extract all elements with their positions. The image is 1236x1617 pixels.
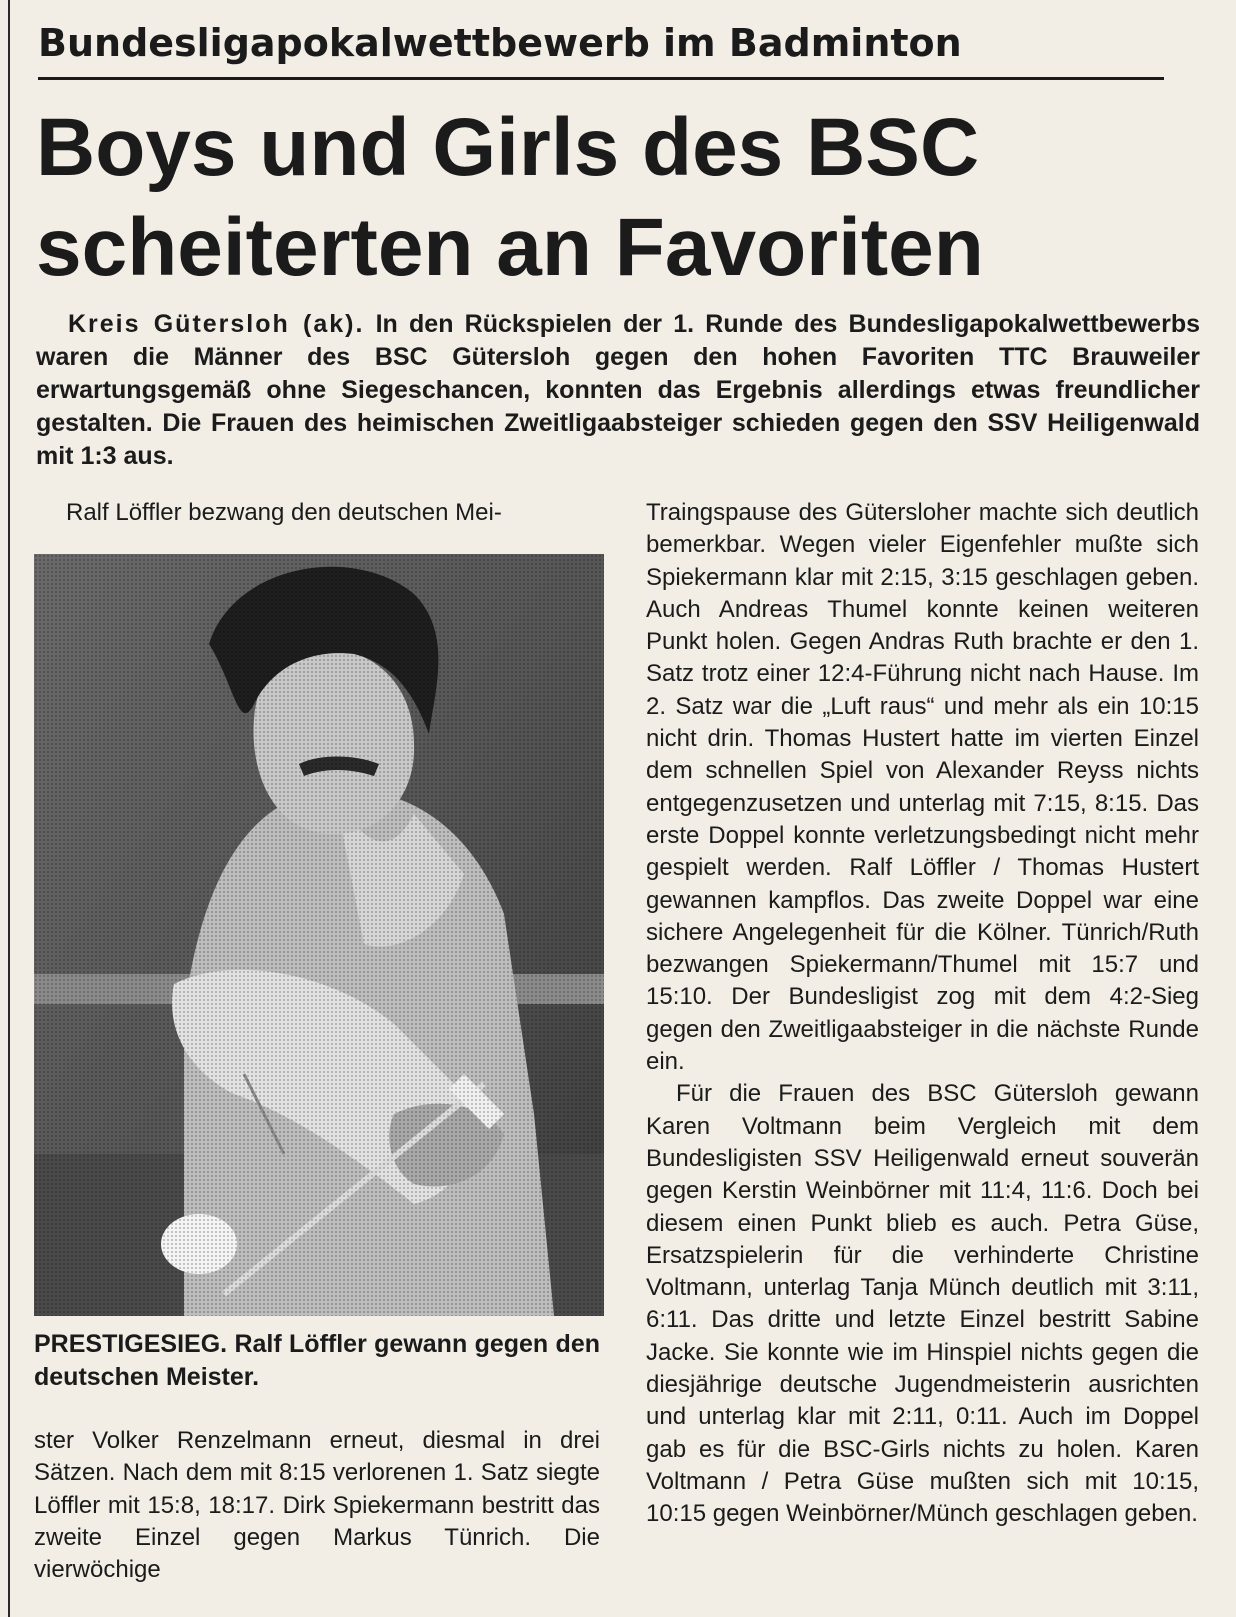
body-right-column xyxy=(646,497,1199,1531)
photo-caption: PRESTIGESIEG. Ralf Löffler gewann gegen den deutschen Meister. xyxy=(34,1330,600,1391)
body-left-bottom xyxy=(34,1425,600,1586)
lead-dateline: Kreis Gütersloh (ak). xyxy=(68,310,365,338)
player-photo xyxy=(34,554,604,1316)
body-left-bottom-text: ster Volker Renzelmann erneut, diesmal in drei Sätzen. Nach dem mit 8:15 verlorenen 1. Satz siegte Löffler mit 15:8, 18:17. Dirk Spiekermann bestritt das zweite Einzel gegen Markus Tünrich. Die vierwöchige xyxy=(34,1427,600,1584)
lead-text: In den Rückspielen der 1. Runde des Bundesligapokalwettbewerbs waren die Männer des BSC Gütersloh gegen den hohen Favoriten TTC Brauweiler erwartungsgemäß ohne Siegeschancen, konnten das Ergebnis allerdings etwas freundlicher gestalten. Die Frauen des heimischen Zweitligaabsteiger schieden gegen den SSV Heiligenwald mit 1:3 aus. xyxy=(36,310,1200,470)
article-headline xyxy=(36,98,1196,298)
left-column-rule xyxy=(8,0,10,1617)
body-right-paragraph-2: Für die Frauen des BSC Gütersloh gewann Karen Voltmann beim Vergleich mit dem Bundesligisten SSV Heiligenwald erneut souverän gegen Kerstin Weinbörner mit 11:4, 11:6. Doch bei diesem einen Punkt blieb es auch. Petra Güse, Ersatzspielerin für die verhinderte Christine Voltmann, unterlag Tanja Münch deutlich mit 3:11, 6:11. Das dritte und letzte Einzel bestritt Sabine Jacke. Sie konnte wie im Hinspiel nichts gegen die diesjährige deutsche Jugendmeisterin ausrichten und unterlag klar mit 2:11, 0:11. Auch im Doppel gab es für die BSC-Girls nichts zu holen. Karen Voltmann / Petra Güse mußten sich mit 10:15, 10:15 gegen Weinbörner/Münch geschlagen geben. xyxy=(646,1080,1199,1528)
kicker-underline xyxy=(38,77,1164,80)
headline-line-2: scheiterten an Favoriten xyxy=(36,202,984,293)
body-left-top xyxy=(36,497,602,529)
headline-line-1: Boys und Girls des BSC xyxy=(36,102,980,193)
body-left-top-text: Ralf Löffler bezwang den deutschen Mei- xyxy=(66,499,502,526)
body-right-paragraph-1: Traingspause des Gütersloher machte sich deutlich bemerkbar. Wegen vieler Eigenfehler mußte sich Spiekermann klar mit 2:15, 3:15 geschlagen geben. Auch Andreas Thumel konnte keinen weiteren Punkt holen. Gegen Andras Ruth brachte er den 1. Satz trotz einer 12:4-Führung nicht nach Hause. Im 2. Satz war die „Luft raus“ und mehr als ein 10:15 nicht drin. Thomas Hustert hatte im vierten Einzel dem schnellen Spiel von Alexander Reyss nichts entgegenzusetzen und unterlag mit 7:15, 8:15. Das erste Doppel konnte verletzungsbedingt nicht mehr gespielt werden. Ralf Löffler / Thomas Hustert gewannen kampflos. Das zweite Doppel war eine sichere Angelegenheit für die Kölner. Tünrich/Ruth bezwangen Spiekermann/Thumel mit 15:7 und 15:10. Der Bundesligist zog mit dem 4:2-Sieg gegen den Zweitligaabsteiger in die nächste Runde ein. xyxy=(646,499,1199,1076)
article-lead xyxy=(36,308,1200,473)
article-kicker: Bundesligapokalwettbewerb im Badminton xyxy=(38,21,962,65)
